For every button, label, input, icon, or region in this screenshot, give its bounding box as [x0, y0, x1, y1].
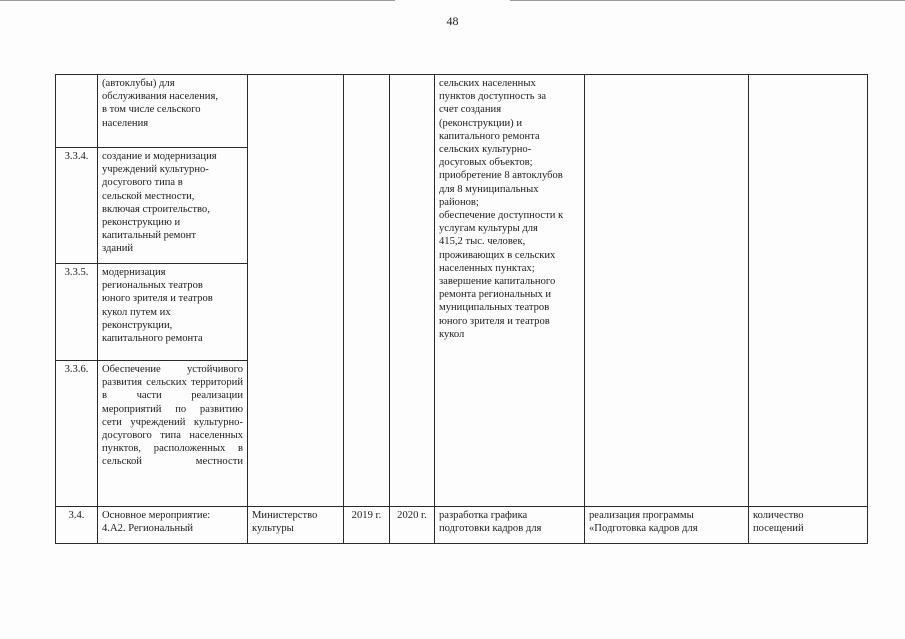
consequence-cell: [585, 75, 749, 507]
table-row: [56, 75, 868, 148]
measure-title-text: Обеспечение устойчивого развития сельских территорий в части реализации мероприятий по развитию сети учреждений культурно-досугового типа населенных пунктов, расположенных в сельской местности: [102, 364, 243, 468]
indicator-cell: [749, 75, 868, 507]
measure-title: [98, 361, 248, 507]
end-year-cell: [390, 75, 435, 507]
row-number: 3.3.4.: [56, 148, 98, 264]
scan-top-line-right: [510, 0, 905, 1]
row-number: 3.4.: [56, 507, 98, 544]
expected-result: разработка графика подготовки кадров для: [435, 507, 585, 544]
row-number: [56, 75, 98, 148]
start-year: 2019 г.: [344, 507, 390, 544]
page-number: 48: [446, 14, 459, 28]
row-number: 3.3.6.: [56, 361, 98, 507]
table-row: [56, 507, 868, 544]
start-year-cell: [344, 75, 390, 507]
expected-result: сельских населенных пунктов доступность за счет создания (реконструкции) и капитального ремонта сельских культурно- досуговых объектов; приобретение 8 автоклубов для 8 муниципальных районов; обеспечение доступности к услугам культуры для 415,2 тыс. человек, проживающих в сельских населенных пунктах; завершение капитального ремонта региональных и муниципальных театров юного зрителя и театров кукол: [435, 75, 585, 507]
measure-title: Основное мероприятие: 4.А2. Региональный: [98, 507, 248, 544]
executor: Министерство культуры: [248, 507, 344, 544]
executor-cell: [248, 75, 344, 507]
consequence: реализация программы «Подготовка кадров для: [585, 507, 749, 544]
scan-top-line-left: [0, 0, 395, 1]
end-year: 2020 г.: [390, 507, 435, 544]
measure-title: создание и модернизация учреждений культурно- досугового типа в сельской местности, включая строительство, реконструкцию и капитальный ремонт зданий: [98, 148, 248, 264]
row-number: 3.3.5.: [56, 264, 98, 361]
plan-table: [55, 74, 868, 544]
measure-title: модернизация региональных театров юного зрителя и театров кукол путем их реконструкции, капитального ремонта: [98, 264, 248, 361]
indicator: количество посещений: [749, 507, 868, 544]
measure-title: (автоклубы) для обслуживания населения, в том числе сельского населения: [98, 75, 248, 148]
